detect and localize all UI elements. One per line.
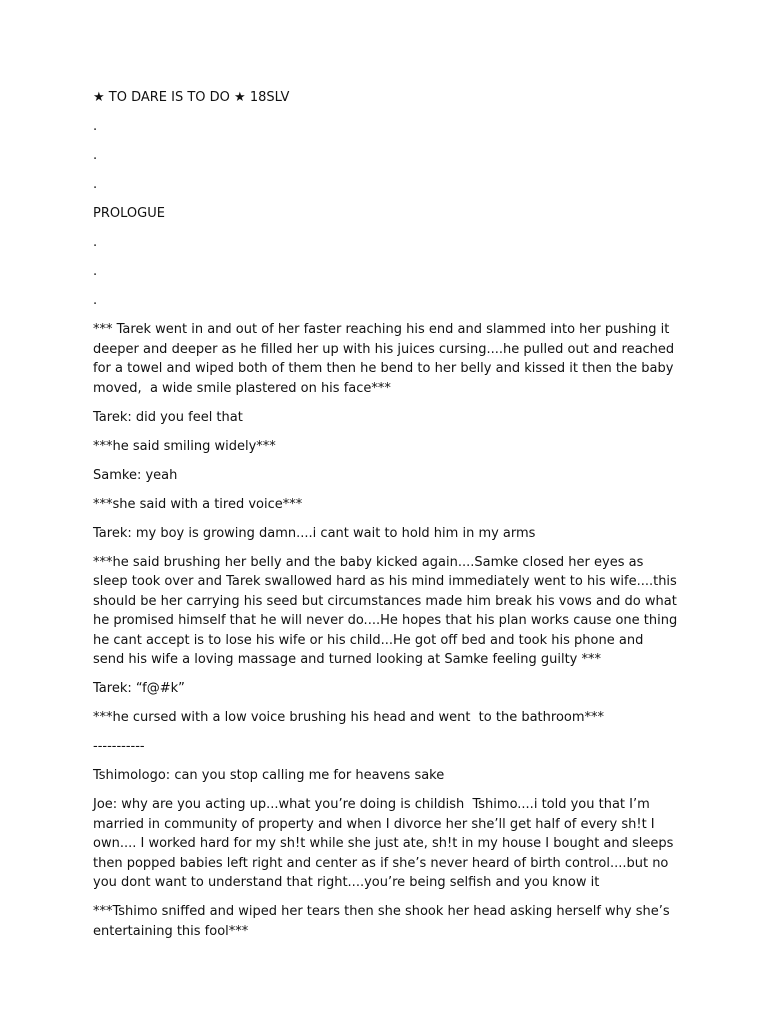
separator-dot: . (93, 293, 98, 308)
separator-dot: . (93, 148, 98, 163)
section-heading: PROLOGUE (93, 206, 165, 221)
dialogue-line: Samke: yeah (93, 467, 178, 483)
document-title: ★ TO DARE IS TO DO ★ 18SLV (93, 90, 290, 105)
separator-dot: . (93, 119, 98, 134)
document-page (93, 88, 682, 951)
dialogue-line: Tshimologo: can you stop calling me for heavens sake (93, 768, 445, 783)
narration-paragraph: ***she said with a tired voice*** (93, 496, 303, 512)
separator-dot: . (93, 264, 98, 279)
dialogue-line: Tarek: did you feel that (93, 409, 243, 425)
dialogue-line: Tarek: “f@#k” (93, 681, 185, 696)
narration-paragraph: ***he cursed with a low voice brushing his head and went to the bathroom*** (93, 710, 605, 725)
dialogue-line: Joe: why are you acting up...what you’re doing is childish Tshimo....i told you that I’m married in community of property and when I divorce her she’ll get half of every sh!t I own.... I worked hard for my sh!t while she just ate, sh!t in my house I bought and sleeps then popped babies left right and center as if she’s never heard of birth control....but no you dont want to understand that right....you’re being selfish and you know it (93, 797, 678, 890)
narration-paragraph: ***he said smiling widely*** (93, 438, 276, 454)
narration-paragraph: ***he said brushing her belly and the baby kicked again....Samke closed her eyes as sleep took over and Tarek swallowed hard as his mind immediately went to his wife....this should be her carrying his seed but circumstances made him break his vows and do what he promised himself that he will never do....He hopes that his plan works cause one thing he cant accept is to lose his wife or his child...He got off bed and took his phone and send his wife a loving massage and turned looking at Samke feeling guilty *** (93, 554, 682, 667)
scene-divider: ----------- (93, 739, 145, 754)
narration-paragraph: *** Tarek went in and out of her faster reaching his end and slammed into her pushing it deeper and deeper as he filled her up with his juices cursing....he pulled out and reached for a towel and wiped both of them then he bend to her belly and kissed it then the baby moved, a wide smile plastered on his face*** (93, 322, 679, 396)
separator-dot: . (93, 235, 98, 250)
separator-dot: . (93, 177, 98, 192)
narration-paragraph: ***Tshimo sniffed and wiped her tears then she shook her head asking herself why she’s entertaining this fool*** (93, 904, 674, 939)
dialogue-line: Tarek: my boy is growing damn....i cant wait to hold him in my arms (93, 525, 536, 541)
